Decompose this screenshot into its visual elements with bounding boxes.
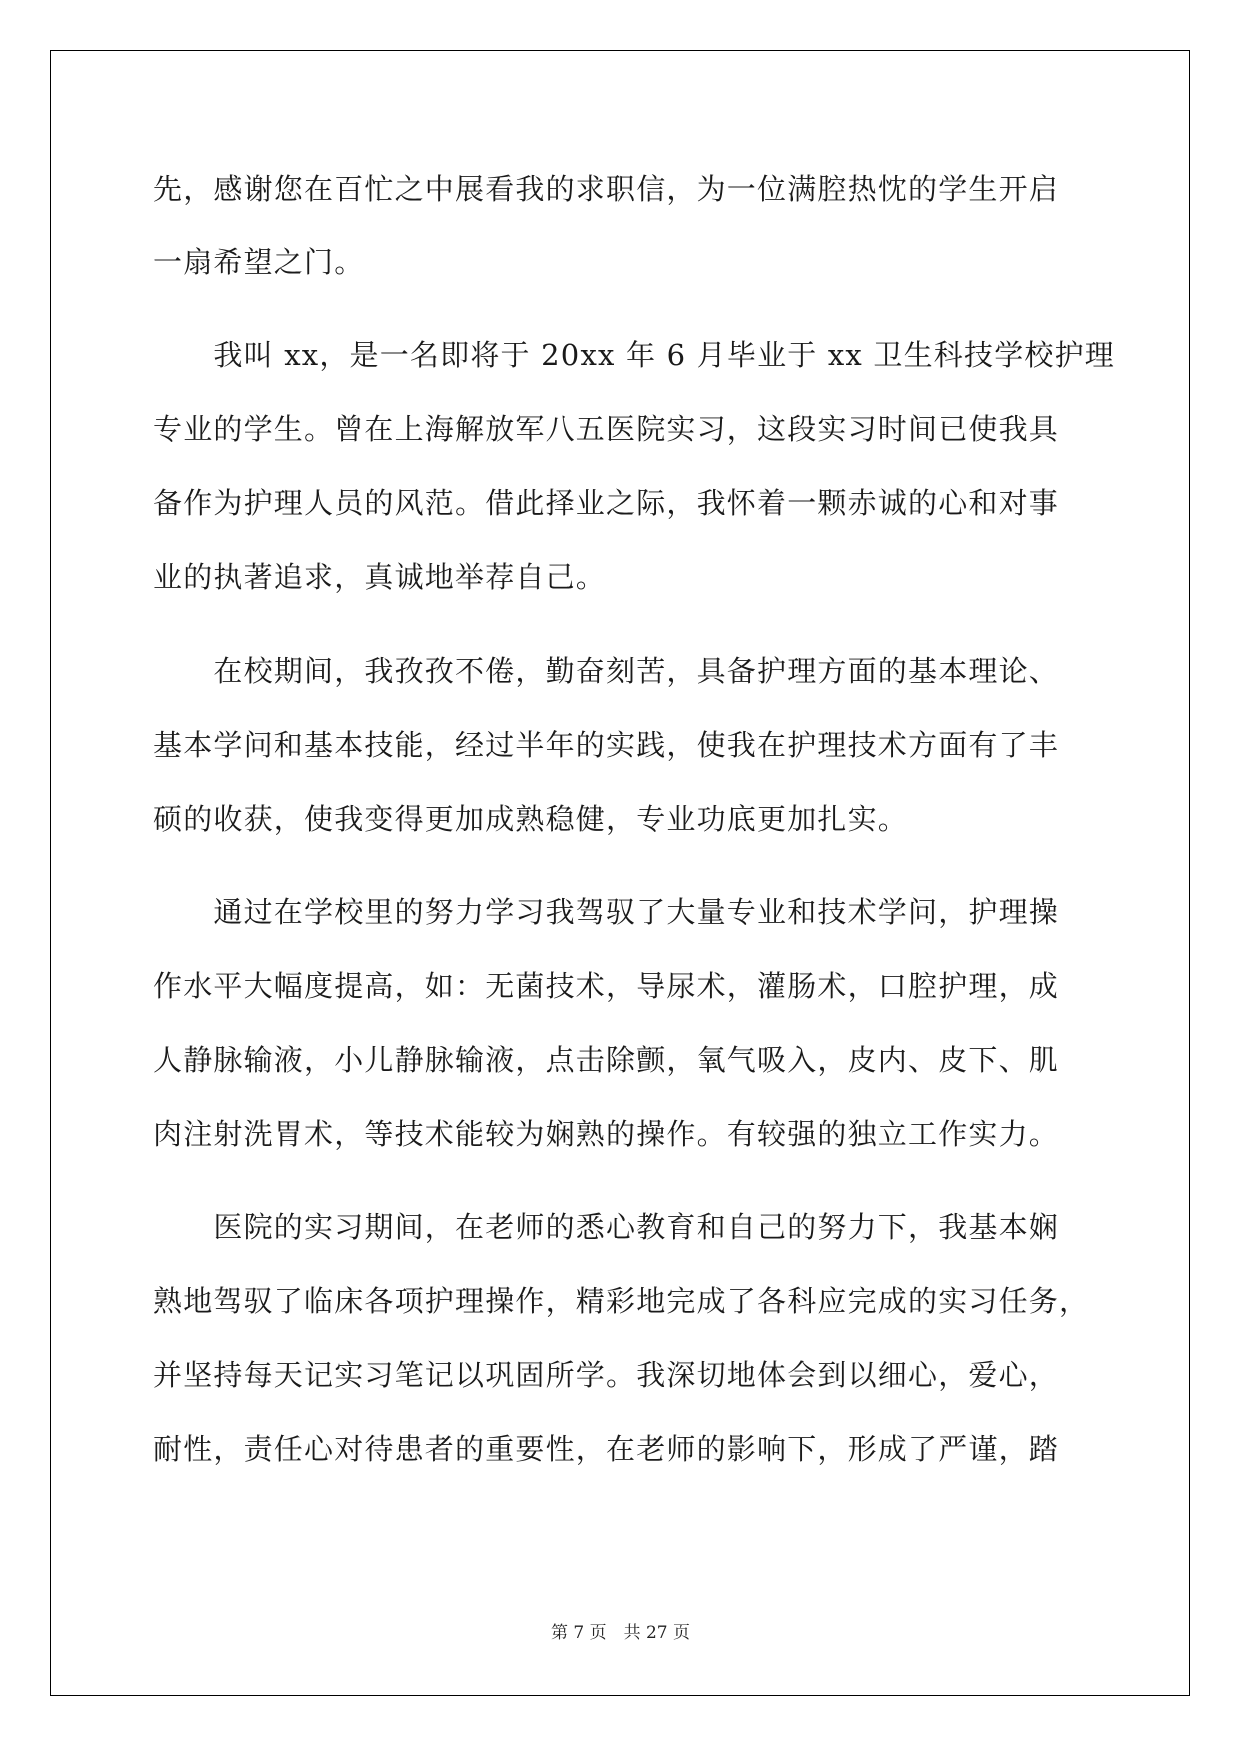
text-line: 一扇希望之门。 (153, 245, 365, 279)
text-line: 业的执著追求，真诚地举荐自己。 (153, 560, 607, 594)
text-line: 在校期间，我孜孜不倦，勤奋刻苦，具备护理方面的基本理论、 (153, 654, 1060, 688)
text-line: 专业的学生。曾在上海解放军八五医院实习，这段实习时间已使我具 (153, 412, 1060, 446)
text-line: 肉注射洗胃术，等技术能较为娴熟的操作。有较强的独立工作实力。 (153, 1117, 1060, 1151)
page-number: 第 7 页 共 27 页 (550, 1623, 691, 1643)
text-line: 我叫 xx，是一名即将于 20xx 年 6 月毕业于 xx 卫生科技学校护理 (153, 338, 1116, 372)
text-line: 基本学问和基本技能，经过半年的实践，使我在护理技术方面有了丰 (153, 728, 1060, 762)
text-line: 硕的收获，使我变得更加成熟稳健，专业功底更加扎实。 (153, 802, 909, 836)
text-line: 医院的实习期间，在老师的悉心教育和自己的努力下，我基本娴 (153, 1210, 1060, 1244)
text-line: 先，感谢您在百忙之中展看我的求职信，为一位满腔热忱的学生开启 (153, 172, 1060, 206)
text-line: 耐性，责任心对待患者的重要性，在老师的影响下，形成了严谨，踏 (153, 1432, 1060, 1466)
text-line: 作水平大幅度提高，如：无菌技术，导尿术，灌肠术，口腔护理，成 (153, 969, 1060, 1003)
text-line: 人静脉输液，小儿静脉输液，点击除颤，氧气吸入，皮内、皮下、肌 (153, 1043, 1060, 1077)
text-line: 备作为护理人员的风范。借此择业之际，我怀着一颗赤诚的心和对事 (153, 486, 1060, 520)
text-line: 通过在学校里的努力学习我驾驭了大量专业和技术学问，护理操 (153, 895, 1060, 929)
text-line: 熟地驾驭了临床各项护理操作，精彩地完成了各科应完成的实习任务， (153, 1284, 1090, 1318)
text-line: 并坚持每天记实习笔记以巩固所学。我深切地体会到以细心，爱心， (153, 1358, 1060, 1392)
